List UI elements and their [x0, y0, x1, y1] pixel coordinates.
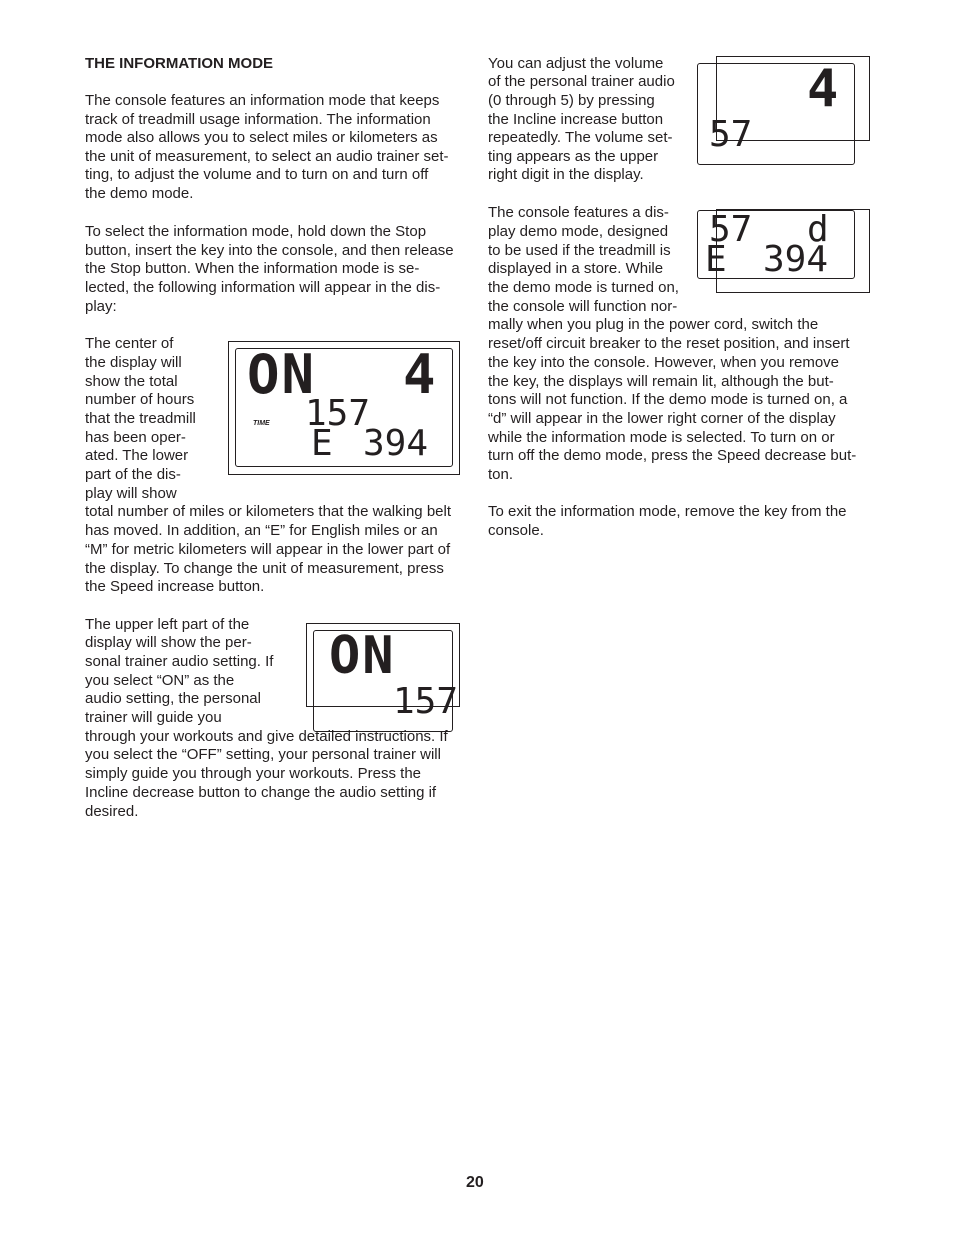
text-line: ated. The lower: [85, 447, 189, 464]
text-line: lected, the following information will appear in the dis-: [85, 279, 441, 296]
text-line: The console features a dis-: [488, 204, 669, 221]
console-display-audio: [306, 623, 460, 722]
distance-readout: 394: [763, 239, 829, 280]
text-line: of the personal trainer audio: [488, 73, 675, 90]
hours-readout: 157: [393, 681, 459, 722]
text-line: total number of miles or kilometers that the walking belt: [85, 503, 451, 520]
text-line: the Incline increase button: [488, 111, 664, 128]
time-label: TIME: [253, 420, 270, 427]
text-line: The console features an information mode that keeps: [85, 92, 440, 109]
text-line: the unit of measurement, to select an audio trainer set-: [85, 148, 449, 165]
text-line: show the total: [85, 373, 178, 390]
text-line: The upper left part of the: [85, 616, 250, 633]
page-number: 20: [466, 1174, 484, 1191]
demo-indicator: d: [807, 209, 829, 250]
text-line: Incline decrease button to change the audio setting if: [85, 784, 437, 801]
text-line: has moved. In addition, an “E” for English miles or an: [85, 522, 438, 539]
hours-readout: 57: [709, 209, 753, 250]
hours-readout: 57: [709, 114, 753, 155]
text-line: ting appears as the upper: [488, 148, 659, 165]
text-line: number of hours: [85, 391, 195, 408]
text-line: you select “ON” as the: [85, 672, 235, 689]
text-line: button, insert the key into the console, and then release: [85, 242, 454, 259]
text-line: mally when you plug in the power cord, switch the: [488, 316, 819, 333]
text-line: To exit the information mode, remove the key from the: [488, 503, 847, 520]
text-line: has been oper-: [85, 429, 186, 446]
console-display-volume: [709, 56, 870, 155]
text-line: simply guide you through your workouts. Press the: [85, 765, 421, 782]
text-line: play:: [85, 298, 117, 315]
text-line: right digit in the display.: [488, 166, 644, 183]
text-line: while the information mode is selected. To turn on or: [488, 429, 835, 446]
hours-readout: 157: [305, 393, 371, 434]
text-line: that the treadmill: [85, 410, 196, 427]
text-line: the key, the displays will remain lit, although the but-: [488, 373, 834, 390]
volume-readout: 4: [403, 343, 438, 406]
text-line: sonal trainer audio setting. If: [85, 653, 274, 670]
text-line: displayed in a store. While: [488, 260, 664, 277]
text-line: turn off the demo mode, press the Speed decrease but-: [488, 447, 857, 464]
text-line: the demo mode.: [85, 185, 194, 202]
text-line: through your workouts and give detailed instructions. If: [85, 728, 448, 745]
volume-readout: 4: [807, 59, 841, 119]
section-heading: THE INFORMATION MODE: [85, 55, 274, 72]
text-line: ton.: [488, 466, 514, 483]
unit-readout: E: [311, 423, 333, 464]
text-line: to be used if the treadmill is: [488, 242, 671, 259]
text-line: You can adjust the volume: [488, 55, 664, 72]
text-line: the key into the console. However, when you remove: [488, 354, 840, 371]
text-line: “M” for metric kilometers will appear in the lower part of: [85, 541, 451, 558]
text-line: desired.: [85, 803, 139, 820]
text-line: repeatedly. The volume set-: [488, 129, 673, 146]
text-line: console.: [488, 522, 544, 539]
text-line: reset/off circuit breaker to the reset position, and insert: [488, 335, 850, 352]
text-line: part of the dis-: [85, 466, 181, 483]
audio-setting-readout: ON: [247, 343, 317, 406]
text-line: the console will function nor-: [488, 298, 678, 315]
text-line: the Speed increase button.: [85, 578, 265, 595]
audio-setting-readout: ON: [329, 626, 396, 686]
text-line: The center of: [85, 335, 174, 352]
text-line: display will show the per-: [85, 634, 252, 651]
text-line: (0 through 5) by pressing: [488, 92, 655, 109]
text-line: mode also allows you to select miles or kilometers as: [85, 129, 438, 146]
text-line: audio setting, the personal: [85, 690, 261, 707]
text-line: To select the information mode, hold down the Stop: [85, 223, 427, 240]
text-line: the demo mode is turned on,: [488, 279, 679, 296]
console-display-main: [228, 341, 460, 475]
text-line: the Stop button. When the information mode is se-: [85, 260, 420, 277]
text-line: trainer will guide you: [85, 709, 222, 726]
text-line: play demo mode, designed: [488, 223, 669, 240]
text-line: ting, to adjust the volume and to turn on and turn off: [85, 166, 429, 183]
text-line: tons will not function. If the demo mode is turned on, a: [488, 391, 848, 408]
distance-readout: 394: [363, 423, 429, 464]
text-line: the display will: [85, 354, 182, 371]
console-display-demo: [705, 209, 870, 293]
text-line: the display. To change the unit of measurement, press: [85, 560, 444, 577]
text-line: “d” will appear in the lower right corner of the display: [488, 410, 836, 427]
text-line: play will show: [85, 485, 177, 502]
text-line: you select the “OFF” setting, your personal trainer will: [85, 746, 441, 763]
unit-readout: E: [705, 239, 727, 280]
text-line: track of treadmill usage information. The information: [85, 111, 431, 128]
